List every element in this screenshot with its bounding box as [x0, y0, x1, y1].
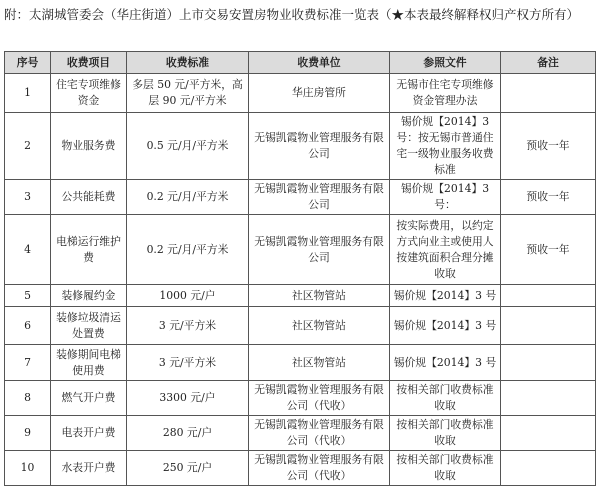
cell-item: 水表开户费: [51, 451, 127, 486]
cell-reference: 锡价规【2014】3 号：按无锡市普通住宅一级物业服务收费标准: [390, 113, 501, 180]
cell-unit: 社区物管站: [249, 307, 390, 345]
cell-no: 1: [5, 74, 51, 113]
cell-standard: 3 元/平方米: [127, 345, 249, 381]
cell-note: [501, 381, 596, 416]
header-no: 序号: [5, 52, 51, 74]
cell-reference: 无锡市住宅专项维修资金管理办法: [390, 74, 501, 113]
cell-note: [501, 345, 596, 381]
cell-standard: 3 元/平方米: [127, 307, 249, 345]
cell-reference: 按实际费用，以约定方式向业主或使用人按建筑面积合理分摊收取: [390, 215, 501, 285]
cell-item: 物业服务费: [51, 113, 127, 180]
cell-no: 7: [5, 345, 51, 381]
table-row: [5, 307, 596, 345]
header-standard: 收费标准: [127, 52, 249, 74]
table-row: [5, 74, 596, 113]
cell-unit: 无锡凯霞物业管理服务有限公司（代收）: [249, 416, 390, 451]
header-unit: 收费单位: [249, 52, 390, 74]
cell-reference: 锡价规【2014】3 号：: [390, 180, 501, 215]
table-row: [5, 215, 596, 285]
table-row: [5, 285, 596, 307]
cell-item: 住宅专项维修资金: [51, 74, 127, 113]
cell-standard: 0.2 元/月/平方米: [127, 180, 249, 215]
cell-item: 电梯运行维护费: [51, 215, 127, 285]
cell-item: 装修期间电梯使用费: [51, 345, 127, 381]
cell-note: 预收一年: [501, 180, 596, 215]
cell-standard: 多层 50 元/平方米，高层 90 元/平方米: [127, 74, 249, 113]
cell-unit: 社区物管站: [249, 345, 390, 381]
table-row: [5, 381, 596, 416]
table-row: [5, 113, 596, 180]
fee-table: [4, 51, 596, 486]
cell-no: 6: [5, 307, 51, 345]
cell-no: 2: [5, 113, 51, 180]
cell-note: 预收一年: [501, 113, 596, 180]
cell-unit: 无锡凯霞物业管理服务有限公司: [249, 180, 390, 215]
cell-standard: 3300 元/户: [127, 381, 249, 416]
cell-unit: 无锡凯霞物业管理服务有限公司: [249, 113, 390, 180]
table-header-row: [5, 52, 596, 74]
cell-reference: 锡价规【2014】3 号: [390, 345, 501, 381]
table-row: [5, 180, 596, 215]
cell-no: 10: [5, 451, 51, 486]
cell-reference: 锡价规【2014】3 号: [390, 307, 501, 345]
cell-standard: 0.2 元/月/平方米: [127, 215, 249, 285]
cell-item: 装修履约金: [51, 285, 127, 307]
cell-reference: 按相关部门收费标准收取: [390, 416, 501, 451]
cell-unit: 社区物管站: [249, 285, 390, 307]
cell-item: 公共能耗费: [51, 180, 127, 215]
cell-no: 4: [5, 215, 51, 285]
cell-item: 装修垃圾清运处置费: [51, 307, 127, 345]
cell-reference: 按相关部门收费标准收取: [390, 381, 501, 416]
cell-note: [501, 307, 596, 345]
cell-note: [501, 451, 596, 486]
table-row: [5, 451, 596, 486]
cell-standard: 0.5 元/月/平方米: [127, 113, 249, 180]
table-row: [5, 416, 596, 451]
cell-note: [501, 285, 596, 307]
header-item: 收费项目: [51, 52, 127, 74]
cell-standard: 1000 元/户: [127, 285, 249, 307]
cell-reference: 按相关部门收费标准收取: [390, 451, 501, 486]
document-caption: 附：太湖城管委会（华庄街道）上市交易安置房物业收费标准一览表（★本表最终解释权归产权方所有）: [4, 7, 580, 22]
cell-unit: 无锡凯霞物业管理服务有限公司（代收）: [249, 381, 390, 416]
header-reference: 参照文件: [390, 52, 501, 74]
cell-unit: 无锡凯霞物业管理服务有限公司: [249, 215, 390, 285]
cell-no: 8: [5, 381, 51, 416]
cell-reference: 锡价规【2014】3 号: [390, 285, 501, 307]
cell-item: 燃气开户费: [51, 381, 127, 416]
cell-note: [501, 74, 596, 113]
cell-note: [501, 416, 596, 451]
cell-no: 3: [5, 180, 51, 215]
header-note: 备注: [501, 52, 596, 74]
cell-standard: 280 元/户: [127, 416, 249, 451]
cell-no: 5: [5, 285, 51, 307]
cell-unit: 华庄房管所: [249, 74, 390, 113]
cell-unit: 无锡凯霞物业管理服务有限公司（代收）: [249, 451, 390, 486]
cell-note: 预收一年: [501, 215, 596, 285]
table-row: [5, 345, 596, 381]
cell-item: 电表开户费: [51, 416, 127, 451]
cell-no: 9: [5, 416, 51, 451]
cell-standard: 250 元/户: [127, 451, 249, 486]
fee-table-container: [4, 51, 595, 486]
